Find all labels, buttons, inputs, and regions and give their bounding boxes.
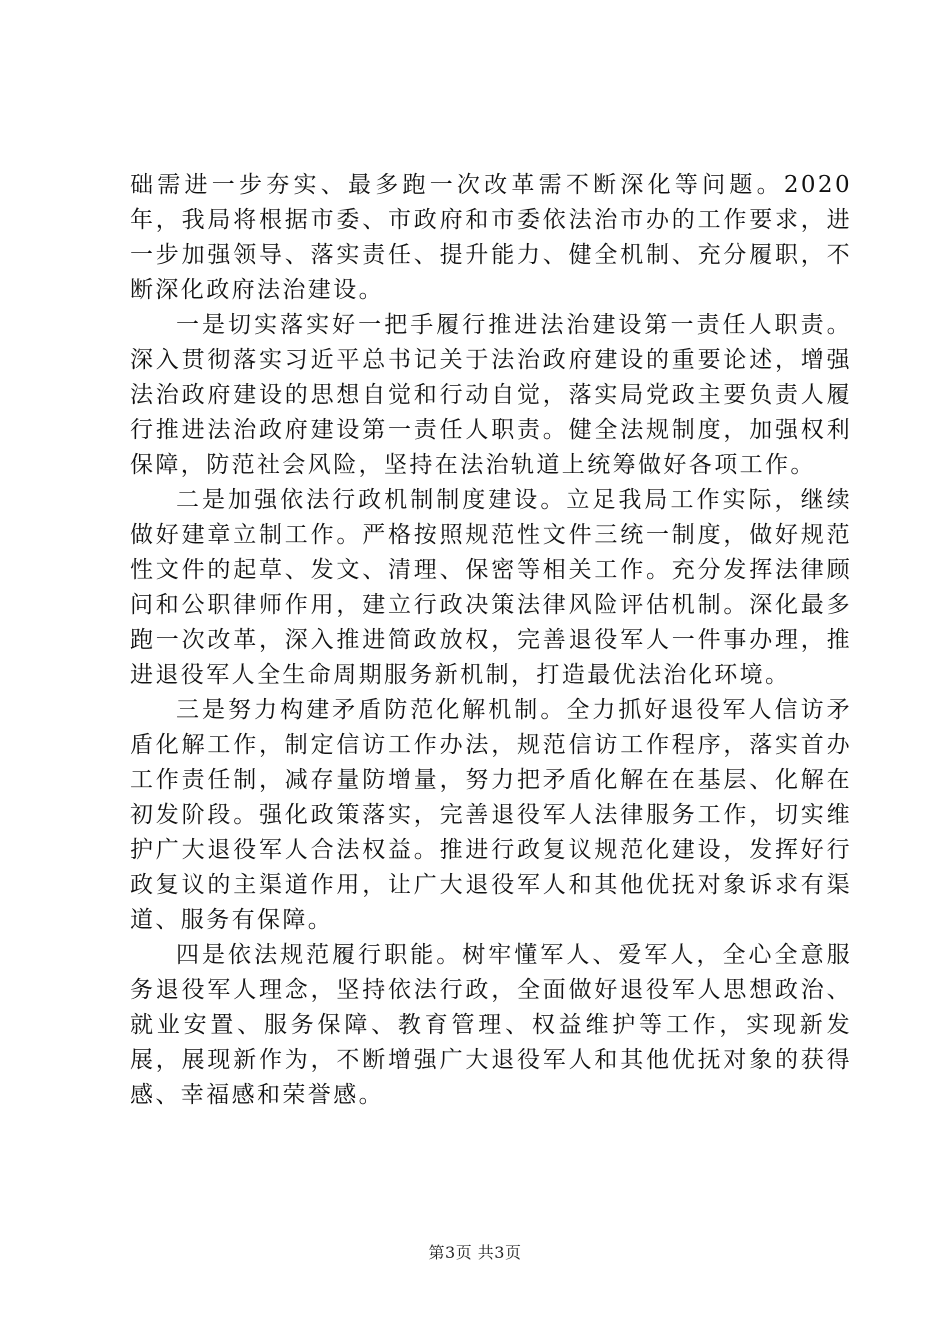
paragraph-item-three: 三是努力构建矛盾防范化解机制。全力抓好退役军人信访矛盾化解工作，制定信访工作办法，规范信访工作程序，落实首办工作责任制，减存量防增量，努力把矛盾化解在在基层、化解在初发阶段。强化政策落实，完善退役军人法律服务工作，切实维护广大退役军人合法权益。推进行政复议规范化建设，发挥好行政复议的主渠道作用，让广大退役军人和其他优抚对象诉求有渠道、服务有保障。: [130, 697, 852, 933]
page-number-footer: 第3页 共3页: [428, 1243, 522, 1262]
paragraph-item-two: 二是加强依法行政机制制度建设。立足我局工作实际，继续做好建章立制工作。严格按照规范性文件三统一制度，做好规范性文件的起草、发文、清理、保密等相关工作。充分发挥法律顾问和公职律师作用，建立行政决策法律风险评估机制。深化最多跑一次改革，深入推进简政放权，完善退役军人一件事办理，推进退役军人全生命周期服务新机制，打造最优法治化环境。: [130, 487, 852, 688]
document-body: [130, 168, 852, 1113]
paragraph-item-four: 四是依法规范履行职能。树牢懂军人、爱军人，全心全意服务退役军人理念，坚持依法行政，全面做好退役军人思想政治、就业安置、服务保障、教育管理、权益维护等工作，实现新发展，展现新作为，不断增强广大退役军人和其他优抚对象的获得感、幸福感和荣誉感。: [130, 942, 852, 1108]
paragraph-continuation: 础需进一步夯实、最多跑一次改革需不断深化等问题。2020年，我局将根据市委、市政府和市委依法治市办的工作要求，进一步加强领导、落实责任、提升能力、健全机制、充分履职，不断深化政府法治建设。: [130, 172, 852, 303]
paragraph-item-one: 一是切实落实好一把手履行推进法治建设第一责任人职责。深入贯彻落实习近平总书记关于法治政府建设的重要论述，增强法治政府建设的思想自觉和行动自觉，落实局党政主要负责人履行推进法治政府建设第一责任人职责。健全法规制度，加强权利保障，防范社会风险，坚持在法治轨道上统筹做好各项工作。: [130, 312, 852, 478]
